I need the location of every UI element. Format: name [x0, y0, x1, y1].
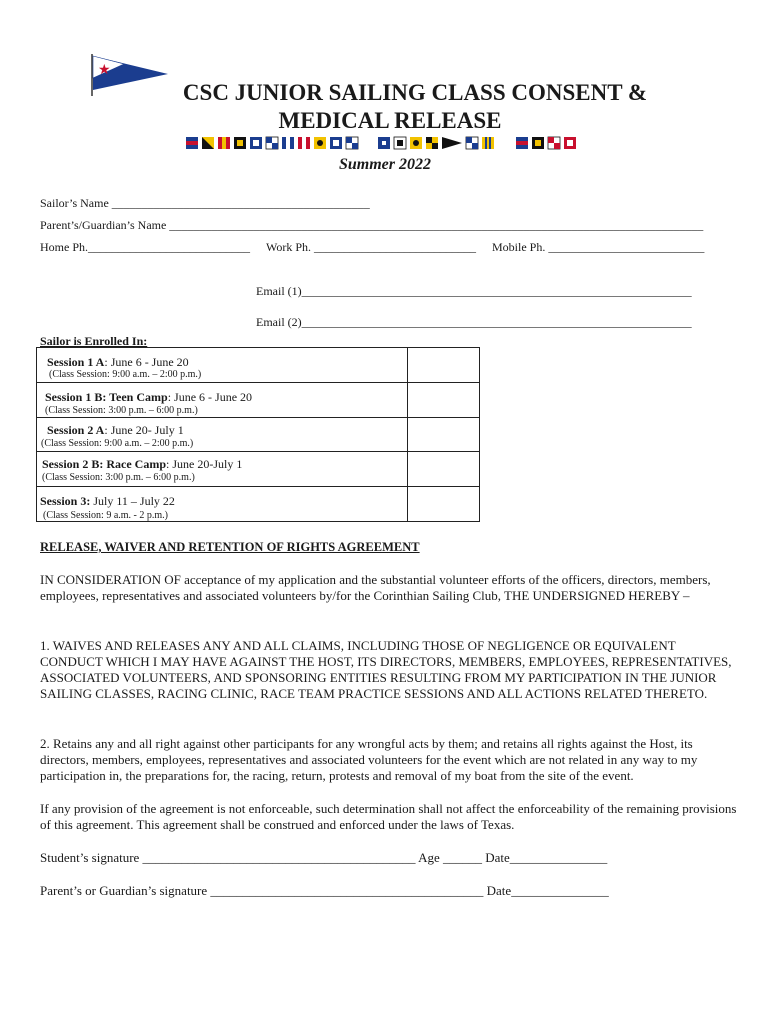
- page-title-line1: CSC JUNIOR SAILING CLASS CONSENT &: [182, 80, 648, 105]
- star-icon: ★: [98, 62, 111, 78]
- session-2a-times: (Class Session: 9:00 a.m. – 2:00 p.m.): [41, 438, 194, 449]
- enrollment-title: Sailor is Enrolled In:: [40, 334, 148, 348]
- session-1a-row: Session 1 A: June 6 - June 20: [47, 355, 189, 369]
- session-3-checkbox[interactable]: [408, 487, 480, 521]
- session-2a-checkbox[interactable]: [408, 418, 480, 451]
- agreement-heading: RELEASE, WAIVER AND RETENTION OF RIGHTS AGREEMENT: [40, 540, 420, 554]
- home-phone-field[interactable]: Home Ph.___________________________: [40, 240, 250, 254]
- agreement-clause-2: 2. Retains any and all right against other participants for any wrongful acts by them; and retains all rights against the Host, its directors, members, employees, representatives and associated volunteers for the event which are not related in any way to my participation in, the preparations for, the racing, return, protests and removal of my boat from the site of the event.: [40, 736, 698, 783]
- session-1a-times: (Class Session: 9:00 a.m. – 2:00 p.m.): [49, 369, 202, 380]
- email1-field[interactable]: Email (1)_________________________________________________________________: [256, 284, 692, 298]
- session-2b-times: (Class Session: 3:00 p.m. – 6:00 p.m.): [42, 472, 195, 483]
- signal-flags-strip: [186, 136, 606, 150]
- flags-word-2: [378, 137, 494, 149]
- work-phone-field[interactable]: Work Ph. ___________________________: [266, 240, 477, 254]
- parent-signature-line[interactable]: Parent’s or Guardian’s signature __________________________________________ Date_______________: [40, 883, 609, 898]
- page-title-line2: MEDICAL RELEASE: [278, 108, 502, 133]
- session-1b-checkbox[interactable]: [408, 383, 480, 417]
- mobile-phone-field[interactable]: Mobile Ph. __________________________: [492, 240, 705, 254]
- session-1a-checkbox[interactable]: [408, 348, 480, 382]
- session-2b-row: Session 2 B: Race Camp: June 20-July 1: [42, 457, 243, 471]
- agreement-intro: IN CONSIDERATION OF acceptance of my application and the substantial volunteer efforts of the officers, directors, members, employees, representatives and associated volunteers by/for the Corinthian Sailing Club, THE UNDERSIGNED HEREBY –: [40, 572, 711, 603]
- agreement-clause-1: 1. WAIVES AND RELEASES ANY AND ALL CLAIMS, INCLUDING THOSE OF NEGLIGENCE OR EQUIVALENT CONDUCT WHICH I MAY HAVE AGAINST THE HOST, ITS DIRECTORS, MEMBERS, EMPLOYEES, REPRESENTATIVES, ASSOCIATED VOLUNTEERS, AND SPONSORING ENTITIES RESULTING FROM MY PARTICIPATION IN THE JUNIOR SAILING CLASSES, RACING CLINIC, RACE TEAM PRACTICE SESSIONS AND ALL ACTIONS RELATED THERETO.: [40, 638, 732, 701]
- email2-field[interactable]: Email (2)_________________________________________________________________: [256, 315, 692, 329]
- session-2b-checkbox[interactable]: [408, 452, 480, 486]
- parent-name-field[interactable]: Parent’s/Guardian’s Name _________________________________________________________________________________________: [40, 218, 704, 232]
- agreement-severability: If any provision of the agreement is not enforceable, such determination shall not affect the enforceability of the remaining provisions of this agreement. This agreement shall be construed and enforced under the laws of Texas.: [40, 801, 737, 832]
- flags-word-1: [186, 137, 358, 149]
- session-1b-times: (Class Session: 3:00 p.m. – 6:00 p.m.): [45, 405, 198, 416]
- session-1b-row: Session 1 B: Teen Camp: June 6 - June 20: [45, 390, 253, 404]
- subtitle-session-year: Summer 2022: [338, 156, 431, 173]
- session-3-times: (Class Session: 9 a.m. - 2 p.m.): [43, 510, 168, 521]
- session-3-row: Session 3: July 11 – July 22: [40, 494, 175, 508]
- session-2a-row: Session 2 A: June 20- July 1: [47, 423, 184, 437]
- student-signature-line[interactable]: Student’s signature __________________________________________ Age ______ Date_______________: [40, 850, 608, 865]
- sailor-name-field[interactable]: Sailor’s Name ___________________________________________: [40, 196, 370, 210]
- flags-word-3: [516, 137, 576, 149]
- enrollment-table: [36, 347, 480, 522]
